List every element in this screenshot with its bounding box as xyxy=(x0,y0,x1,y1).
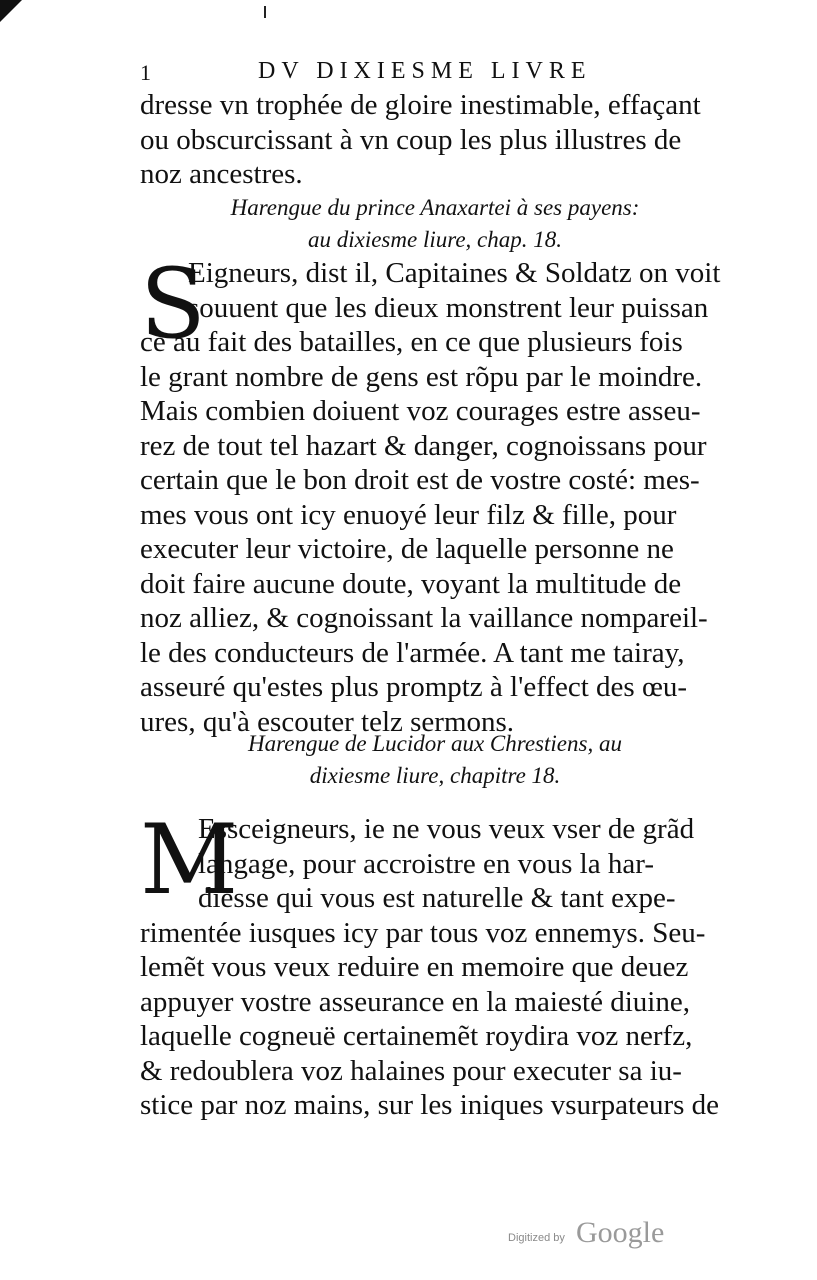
text-line: langage, pour accroistre en vous la har- xyxy=(198,847,654,880)
speech-lucidor xyxy=(140,804,730,1123)
text-line: certain que le bon droit est de vostre costé: mes- xyxy=(140,464,700,496)
drop-cap-s: S xyxy=(140,248,206,360)
running-head-title: DV DIXIESME LIVRE xyxy=(258,58,592,84)
running-head xyxy=(140,58,610,88)
digitized-by-watermark xyxy=(508,1216,708,1250)
heading-line: Harengue du prince Anaxartei à ses payens: xyxy=(230,195,640,220)
text-line: souuent que les dieux monstrent leur puissan xyxy=(188,291,709,324)
text-line: rez de tout tel hazart & danger, cognoissans pour xyxy=(140,429,707,462)
text-line: ce au fait des batailles, en ce que plusieurs fois xyxy=(140,326,683,358)
heading-line: au dixiesme liure, chap. 18. xyxy=(307,227,562,252)
folio-number: 1 xyxy=(140,60,151,85)
text-line: ou obscurcissant à vn coup les plus illustres de xyxy=(140,123,682,156)
continued-text-block xyxy=(140,88,730,192)
text-line: asseuré qu'estes plus promptz à l'effect des œu- xyxy=(140,671,688,703)
text-line: dresse vn trophée de gloire inestimable, effaçant xyxy=(140,89,701,121)
text-line: Essceigneurs, ie ne vous veux vser de grãd xyxy=(198,813,695,845)
text-line: Mais combien doiuent voz courages estre asseu- xyxy=(140,395,701,427)
text-line: Eigneurs, dist il, Capitaines & Soldatz on voit xyxy=(188,257,721,289)
text-line: noz ancestres. xyxy=(140,158,303,190)
text-line: ures, qu'à escouter telz sermons. xyxy=(140,705,515,738)
text-line: noz alliez, & cognoissant la vaillance nompareil- xyxy=(140,602,708,634)
drop-cap-m: M xyxy=(140,804,239,916)
speech-anaxartei xyxy=(140,248,730,739)
page-corner-mark xyxy=(0,0,22,22)
text-line: le des conducteurs de l'armée. A tant me tairay, xyxy=(140,636,685,669)
heading-line: Harengue de Lucidor aux Chrestiens, au xyxy=(248,731,622,756)
text-line: & redoublera voz halaines pour executer sa iu- xyxy=(140,1054,682,1087)
digitized-by-label: Digitized by xyxy=(508,1232,565,1244)
section-heading-anaxartei xyxy=(140,192,730,256)
text-line: lemẽt vous veux reduire en memoire que deuez xyxy=(140,951,689,983)
text-line: laquelle cogneuë certainemẽt roydira voz nerfz, xyxy=(140,1020,693,1052)
google-logo: Google xyxy=(576,1216,665,1249)
heading-line: dixiesme liure, chapitre 18. xyxy=(309,763,561,788)
text-line: diesse qui vous est naturelle & tant expe- xyxy=(198,882,676,914)
margin-tick-mark xyxy=(264,6,266,18)
section-heading-lucidor xyxy=(140,728,730,792)
text-line: rimentée iusques icy par tous voz ennemys. Seu- xyxy=(140,916,706,949)
text-line: le grant nombre de gens est rõpu par le moindre. xyxy=(140,360,703,393)
text-line: appuyer vostre asseurance en la maiesté diuine, xyxy=(140,985,690,1018)
text-line: mes vous ont icy enuoyé leur filz & fille, pour xyxy=(140,498,677,531)
text-line: executer leur victoire, de laquelle personne ne xyxy=(140,533,674,565)
text-line: doit faire aucune doute, voyant la multitude de xyxy=(140,567,682,600)
text-line: stice par noz mains, sur les iniques vsurpateurs de xyxy=(140,1089,720,1121)
